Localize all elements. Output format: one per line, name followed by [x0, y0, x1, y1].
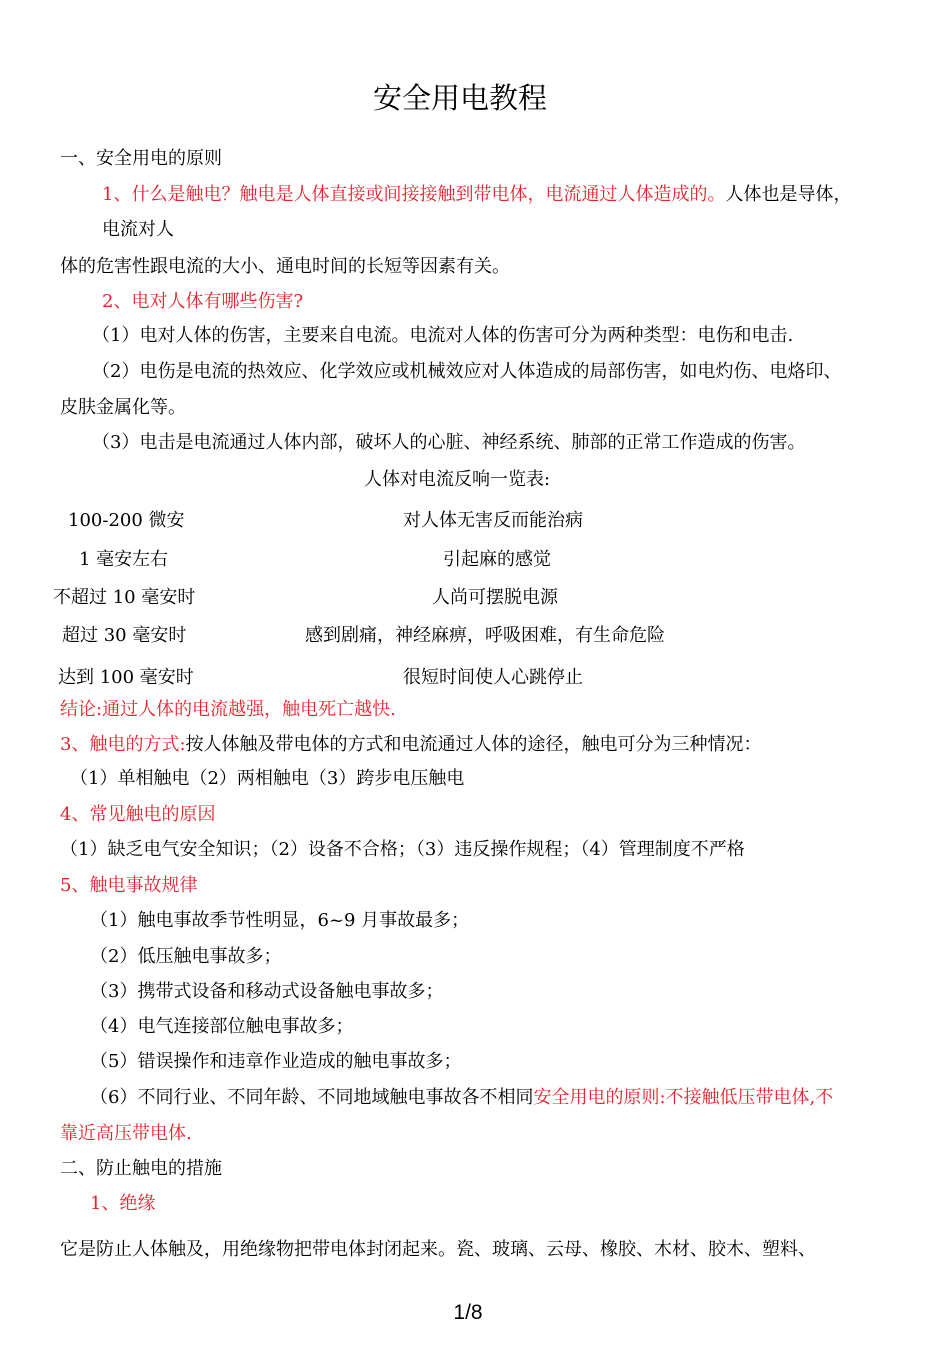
item2-paragraph2-line2: 皮肤金属化等。 — [60, 397, 186, 418]
table-cell-effect: 对人体无害反而能治病 — [403, 510, 583, 531]
item2-paragraph1: （1）电对人体的伤害，主要来自电流。电流对人体的伤害可分为两种类型：电伤和电击. — [92, 325, 794, 346]
table-cell-effect: 感到剧痛，神经麻痹，呼吸困难，有生命危险 — [305, 625, 665, 646]
table-cell-effect: 引起麻的感觉 — [443, 549, 551, 570]
item2-paragraph2-line1: （2）电伤是电流的热效应、化学效应或机械效应对人体造成的局部伤害，如电灼伤、电烙印、 — [92, 361, 842, 382]
conclusion: 结论:通过人体的电流越强，触电死亡越快. — [60, 699, 396, 720]
item1-red-text: 1、什么是触电？触电是人体直接或间接接触到带电体，电流通过人体造成的。 — [102, 184, 726, 205]
safety-principle-red-text: 安全用电的原则:不接触低压带电体,不 — [533, 1087, 834, 1108]
item2-heading: 2、电对人体有哪些伤害? — [102, 291, 304, 312]
list-item: （2）低压触电事故多； — [90, 946, 282, 967]
table-caption: 人体对电流反响一览表: — [364, 469, 551, 490]
table-cell-current: 1 毫安左右 — [79, 549, 169, 570]
table-cell-current: 超过 30 毫安时 — [62, 625, 187, 646]
item3-red-text: 3、触电的方式: — [60, 734, 186, 755]
list-item: （1）触电事故季节性明显，6~9 月事故最多； — [90, 910, 470, 931]
item1-line3: 体的危害性跟电流的大小、通电时间的长短等因素有关。 — [60, 256, 510, 277]
safety-principle-red-line2: 靠近高压带电体. — [60, 1123, 192, 1144]
item3-black-text: 按人体触及带电体的方式和电流通过人体的途径，触电可分为三种情况： — [185, 734, 762, 755]
item5-rule6-black-text: （6）不同行业、不同年龄、不同地域触电事故各不相同 — [90, 1087, 534, 1108]
table-cell-current: 100-200 微安 — [68, 510, 185, 531]
table-cell-effect: 很短时间使人心跳停止 — [403, 667, 583, 688]
section1-heading: 一、安全用电的原则 — [60, 148, 222, 169]
section2-item1-heading: 1、绝缘 — [90, 1193, 156, 1214]
table-cell-current: 不超过 10 毫安时 — [53, 587, 196, 608]
section2-heading: 二、防止触电的措施 — [60, 1158, 222, 1179]
item4-causes: （1）缺乏电气安全知识；（2）设备不合格；（3）违反操作规程；（4）管理制度不严格 — [60, 839, 745, 860]
table-cell-effect: 人尚可摆脱电源 — [432, 587, 558, 608]
item3-paragraph — [60, 733, 762, 757]
section2-item1-text: 它是防止人体触及，用绝缘物把带电体封闭起来。瓷、玻璃、云母、橡胶、木材、胶木、塑料、 — [60, 1239, 816, 1260]
item2-paragraph3: （3）电击是电流通过人体内部，破坏人的心脏、神经系统、肺部的正常工作造成的伤害。 — [92, 432, 806, 453]
item1-paragraph — [102, 183, 851, 207]
item1-black-text: 人体也是导体， — [725, 184, 852, 205]
item3-types: （1）单相触电（2）两相触电（3）跨步电压触电 — [70, 768, 465, 789]
document-title: 安全用电教程 — [372, 81, 547, 115]
item5-rule6 — [90, 1086, 833, 1110]
table-cell-current: 达到 100 毫安时 — [58, 667, 194, 688]
list-item: （3）携带式设备和移动式设备触电事故多； — [90, 981, 444, 1002]
list-item: （5）错误操作和违章作业造成的触电事故多； — [90, 1051, 462, 1072]
item1-line2: 电流对人 — [102, 219, 174, 240]
item5-heading: 5、触电事故规律 — [60, 875, 198, 896]
item4-heading: 4、常见触电的原因 — [60, 804, 216, 825]
list-item: （4）电气连接部位触电事故多； — [90, 1016, 354, 1037]
page-number: 1/8 — [453, 1301, 483, 1324]
